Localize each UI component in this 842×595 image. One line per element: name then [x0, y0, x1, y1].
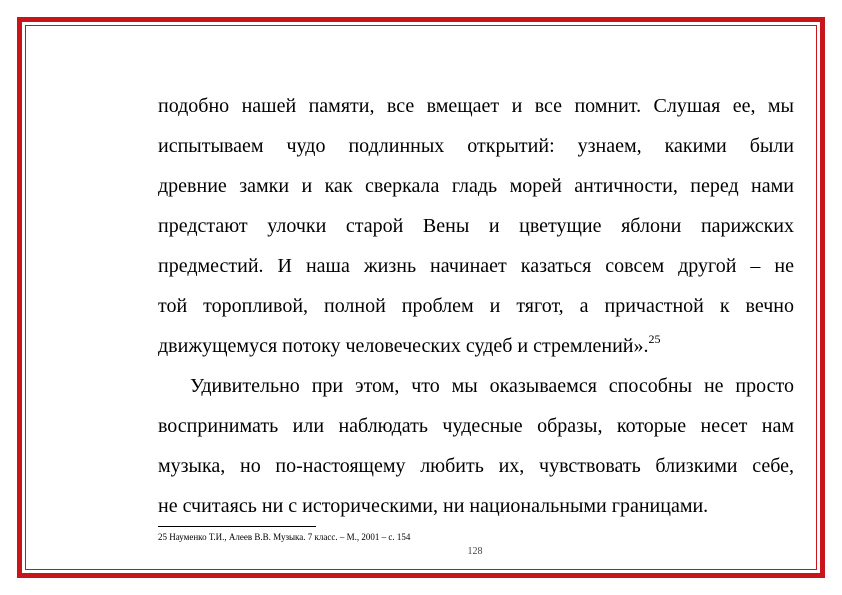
footnote-number: 25	[158, 532, 167, 542]
text-line: музыка, но по-настоящему любить их, чувствовать близкими себе,	[158, 455, 794, 477]
body-text	[158, 86, 794, 526]
footnote	[158, 531, 410, 543]
text-line: движущемуся потоку человеческих судеб и стремлений».	[158, 335, 649, 357]
text-line: предстают улочки старой Вены и цветущие яблони парижских	[158, 215, 794, 237]
page-number: 128	[467, 546, 483, 557]
text-line: предместий. И наша жизнь начинает казаться совсем другой – не	[158, 255, 794, 277]
text-line: испытываем чудо подлинных открытий: узнаем, какими были	[158, 135, 794, 157]
text-line: воспринимать или наблюдать чудесные образы, которые несет нам	[158, 415, 794, 437]
text-line: подобно нашей памяти, все вмещает и все помнит. Слушая ее, мы	[158, 95, 794, 117]
footnote-reference[interactable]: 25	[648, 332, 661, 346]
text-line: не считаясь ни с историческими, ни национальными границами.	[158, 495, 709, 517]
text-line-with-footnote	[158, 326, 794, 366]
text-line: той торопливой, полной проблем и тягот, а причастной к вечно	[158, 295, 794, 317]
text-line: древние замки и как сверкала гладь морей античности, перед нами	[158, 175, 794, 197]
footnote-separator	[158, 526, 316, 527]
text-line: Удивительно при этом, что мы оказываемся способны не просто	[190, 375, 794, 397]
footnote-text: Науменко Т.И., Алеев В.В. Музыка. 7 класс. – М., 2001 – с. 154	[169, 532, 411, 542]
